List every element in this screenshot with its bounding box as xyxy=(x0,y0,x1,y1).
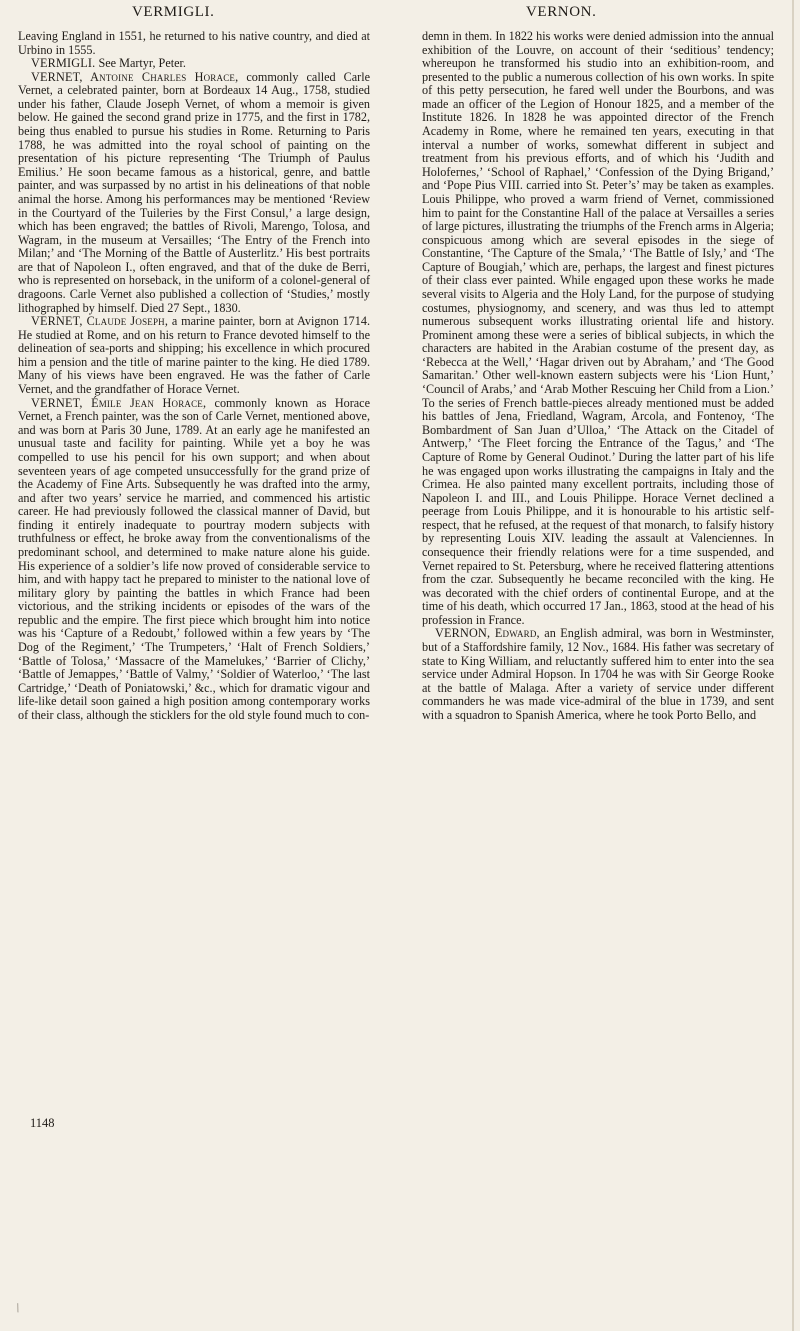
dictionary-entry xyxy=(18,397,370,723)
entry-text: commonly called Carle Vernet, a celebrated painter, born at Bordeaux 14 Aug., 1758, studied under his father, Claude Joseph Vernet, of whom a memoir is given below. He gained the second grand prize in 1775, and the first in 1782, being thus enabled to pursue his studies in Rome. Returning to Paris 1788, he was admitted into the royal school of painting on the presentation of his picture representing ‘The Triumph of Paulus Emilius.’ He soon became famous as a historical, genre, and battle painter, and was surpassed by no artist in his delineations of that noble animal the horse. Among his performances may be mentioned ‘Review in the Courtyard of the Tuileries by the First Consul,’ a large design, which has been engraved; the battles of Rivoli, Marengo, Tolosa, and Wagram, in the museum at Versailles; ‘The Entry of the French into Milan;’ and ‘The Morning of the Battle of Austerlitz.’ His best portraits are that of Napoleon I., often engraved, and that of the duke de Berri, who is represented on horseback, in the uniform of a colonel-general of dragoons. Carle Vernet also published a collection of ‘Studies,’ mostly lithographed by himself. Died 27 Sept., 1830. xyxy=(18,69,370,315)
entry-text: an English admiral, was born in Westminster, but of a Staffordshire family, 12 Nov., 1684. His father was secretary of state to King William, and reluctantly suffered him to enter into the sea service under Admiral Hopson. In 1704 he was with Sir George Rooke at the battle of Malaga. After a variety of service under different commanders he was made vice-admiral of the blue in 1739, and sent with a squadron to Spanish America, where he took Porto Bello, and xyxy=(422,626,774,722)
continued-paragraph xyxy=(422,30,774,627)
entry-text: See Martyr, Peter. xyxy=(95,56,186,71)
left-column xyxy=(18,30,370,722)
continued-paragraph xyxy=(18,30,370,57)
entry-text: demn in them. In 1822 his works were denied admission into the annual exhibition of the Louvre, on account of their ‘seditious’ tendency; whereupon he transformed his studio into an exhibition-room, and presented to the public a numerous collection of his own works. In spite of this petty persecution, he fared well under the Bourbons, and was made an officer of the Legion of Honour 1825, and a member of the Institute 1826. In 1828 he was appointed director of the French Academy in Rome, where he remained ten years, executing in that interval a number of works, somewhat different in subject and treatment from his previous efforts, and of which his ‘Judith and Holofernes,’ ‘School of Raphael,’ ‘Confession of the Dying Brigand,’ and ‘Pope Pius VIII. carried into St. Peter’s’ may be taken as examples. Louis Philippe, who proved a warm friend of Vernet, commissioned him to paint for the Constantine Hall of the palace at Versailles a series of large pictures, illustrating the triumphs of the French arms in Algeria; conspicuous among which are several episodes in the siege of Constantine, ‘The Capture of the Smala,’ ‘The Battle of Isly,’ and ‘The Capture of Bougiah,’ which are, perhaps, the largest and finest pictures of their class ever painted. While engaged upon these works he made several visits to Algeria and the Holy Land, for the purpose of studying costumes, physiognomy, and scenery, and was thus led to attempt numerous subsequent works illustrating oriental life and history. Prominent among these were a series of biblical subjects, in which the characters are habited in the Arabian costume of the present day, as ‘Rebecca at the Well,’ ‘Hagar driven out by Abraham,’ and ‘The Good Samaritan.’ Other well-known eastern subjects were his ‘Lion Hunt,’ ‘Council of Arabs,’ and ‘Arab Mother Rescuing her Child from a Lion.’ To the series of French battle-pieces already mentioned must be added his battles of Jena, Friedland, Wagram, Arcola, and Fontenoy, ‘The Bombardment of San Juan d’Ulloa,’ ‘The Attack on the Citadel of Antwerp,’ ‘The Fleet forcing the Entrance of the Tagus,’ and ‘The Capture of Rome by General Oudinot.’ During the latter part of his life he was engaged upon works illustrating the campaigns in Italy and the Crimea. He also painted many excellent portraits, including those of Napoleon I. and III., and Louis Philippe. Horace Vernet declined a peerage from Louis Philippe, and it is honourable to his artistic self-respect, that he refused, at the request of that monarch, to falsify history by representing Louis XIV. leading the assault at Valenciennes. In consequence their friendly relations were for a time suspended, and Vernet repaired to St. Petersburg, where he received flattering attentions from the czar. Subsequently he became reconciled with the king. He was decorated with the chief orders of continental Europe, and at the time of his death, which occurred 17 Jan., 1863, stood at the head of his profession in France. xyxy=(422,29,774,627)
entry-text: a marine painter, born at Avignon 1714. He studied at Rome, and on his return to France devoted himself to the delineation of sea-ports and shipping; his excellence in which procured him a pension and the title of marine painter to the king. He died 1789. Many of his views have been engraved. He was the father of Carle Vernet, and the grandfather of Horace Vernet. xyxy=(18,314,370,397)
page-edge-shadow xyxy=(792,0,794,1331)
dictionary-entry xyxy=(18,71,370,315)
page-number: 1148 xyxy=(30,1116,55,1130)
entry-text: commonly known as Horace Vernet, a French painter, was the son of Carle Vernet, mentioned above, and was born at Paris 30 June, 1789. At an early age he manifested an unusual taste and facility for painting. While yet a boy he was compelled to use his pencil for his own support; and when about seventeen years of age competed unsuccessfully for the grand prize of the Academy of Fine Arts. Subsequently he was drafted into the army, and after two years’ service he married, and commenced his artistic career. He had previously followed the classical manner of David, but finding it entirely inadequate to pourtray modern subjects with truthfulness or effect, he broke away from the conventionalisms of the predominant school, and determined to make nature alone his guide. His experience of a soldier’s life now proved of considerable service to him, and with happy tact he prepared to minister to the national love of military glory by painting the battles in which France had been victorious, and the striking incidents or episodes of the wars of the republic and the empire. The first piece which brought him into notice was his ‘Capture of a Redoubt,’ followed within a few years by ‘The Dog of the Regiment,’ ‘The Trumpeters,’ ‘Halt of French Soldiers,’ ‘Battle of Tolosa,’ ‘Massacre of the Mamelukes,’ ‘Barrier of Clichy,’ ‘Battle of Jemappes,’ ‘Battle of Valmy,’ ‘Soldier of Waterloo,’ ‘The last Cartridge,’ ‘Death of Poniatowski,’ &c., which for dramatic vigour and life-like detail soon gained a high position among contemporary works of their class, although the sticklers for the old style found much to con- xyxy=(18,395,370,722)
running-head-left: VERMIGLI. xyxy=(132,4,215,20)
entry-headword: VERNET, Antoine Charles Horace, xyxy=(31,69,239,84)
stray-pencil-mark: \ xyxy=(13,1299,23,1316)
entry-headword: VERNET, Émile Jean Horace, xyxy=(31,395,207,410)
running-head-right: VERNON. xyxy=(526,4,597,20)
entry-headword: VERNON, Edward, xyxy=(435,626,540,641)
dictionary-entry xyxy=(18,315,370,396)
entry-headword: VERNET, Claude Joseph, xyxy=(31,314,169,329)
entry-headword: VERMIGLI. xyxy=(31,56,96,71)
entry-text: Leaving England in 1551, he returned to his native country, and died at Urbino in 1555. xyxy=(18,29,370,57)
dictionary-entry xyxy=(422,627,774,722)
right-column xyxy=(422,30,774,722)
dictionary-entry xyxy=(18,57,370,71)
